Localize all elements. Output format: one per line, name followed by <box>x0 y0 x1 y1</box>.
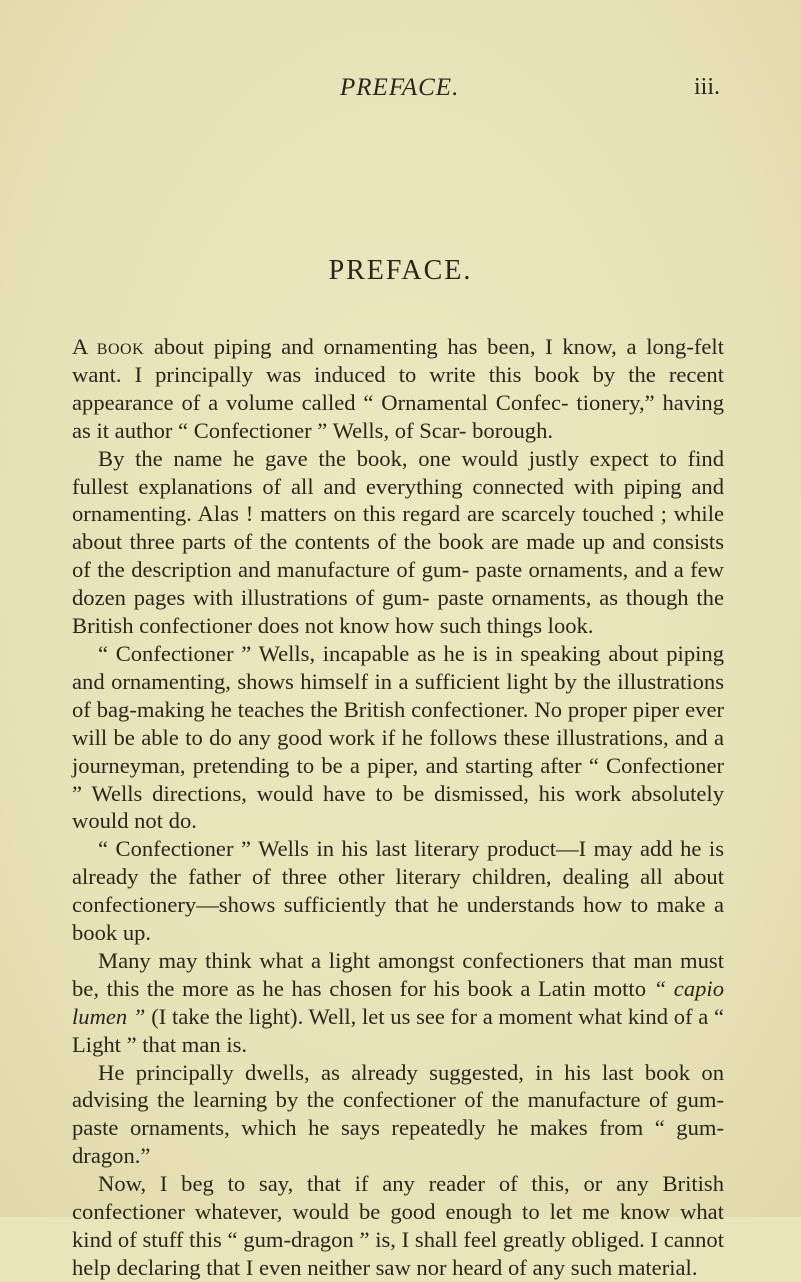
running-title: PREFACE. <box>340 74 460 101</box>
paragraph-2: By the name he gave the book, one would justly expect to find fullest explanations of all and everything connected with piping and ornamenting. Alas ! matters on this regard are scarcely touched ; while about three parts of the contents of the book are made up and consists of the description and manufacture of gum- paste ornaments, and a few dozen pages with illustrations of gum- paste ornaments, as though the British confectioner does not know how such things look. <box>72 445 724 639</box>
paragraph-4: “ Confectioner ” Wells in his last literary product—I may add he is already the father of three other literary children, dealing all about confectionery—shows sufficiently that he understands how to make a book up. <box>72 836 724 946</box>
page-number: iii. <box>694 74 721 100</box>
paragraph-1-lead-smallcaps: book <box>96 334 145 359</box>
paragraph-5-text-before: Many may think what a light amongst confectioners that man must be, this the more as he has chosen for his book a Latin motto <box>72 947 724 1001</box>
paragraph-1-text: about piping and ornamenting has been, I know, a long-felt want. I principally was induced to write this book by the recent appearance of a volume called “ Ornamental Confec- tionery,” having as it author “ Confectioner ” Wells, of Scar- borough. <box>72 334 724 443</box>
paragraph-1 <box>72 333 724 445</box>
paragraph-1-lead: A <box>72 334 88 359</box>
paragraph-5-text-after: (I take the light). Well, let us see for a moment what kind of a “ Light ” that man is. <box>72 1003 724 1057</box>
running-head <box>0 74 801 106</box>
paragraph-6: He principally dwells, as already suggested, in his last book on advising the learning by the confectioner of the manufacture of gum-paste ornaments, which he says repeatedly he makes from “ gum-dragon.” <box>72 1059 724 1169</box>
latin-motto: “ capio lumen ” <box>72 975 724 1029</box>
body-text <box>72 333 724 1282</box>
paragraph-3: “ Confectioner ” Wells, incapable as he is in speaking about piping and ornamenting, shows himself in a sufficient light by the illustrations of bag-making he teaches the British confectioner. No proper piper ever will be able to do any good work if he follows these illustrations, and a journeyman, pretending to be a piper, and starting after “ Confectioner ” Wells directions, would have to be dismissed, his work absolutely would not do. <box>72 640 724 834</box>
chapter-title: PREFACE. <box>328 255 473 286</box>
paragraph-5 <box>72 947 724 1059</box>
paragraph-7: Now, I beg to say, that if any reader of this, or any British confectioner whatever, would be good enough to let me know what kind of stuff this “ gum-dragon ” is, I shall feel greatly obliged. I cannot help declaring that I even neither saw nor heard of any such material. <box>72 1171 724 1280</box>
